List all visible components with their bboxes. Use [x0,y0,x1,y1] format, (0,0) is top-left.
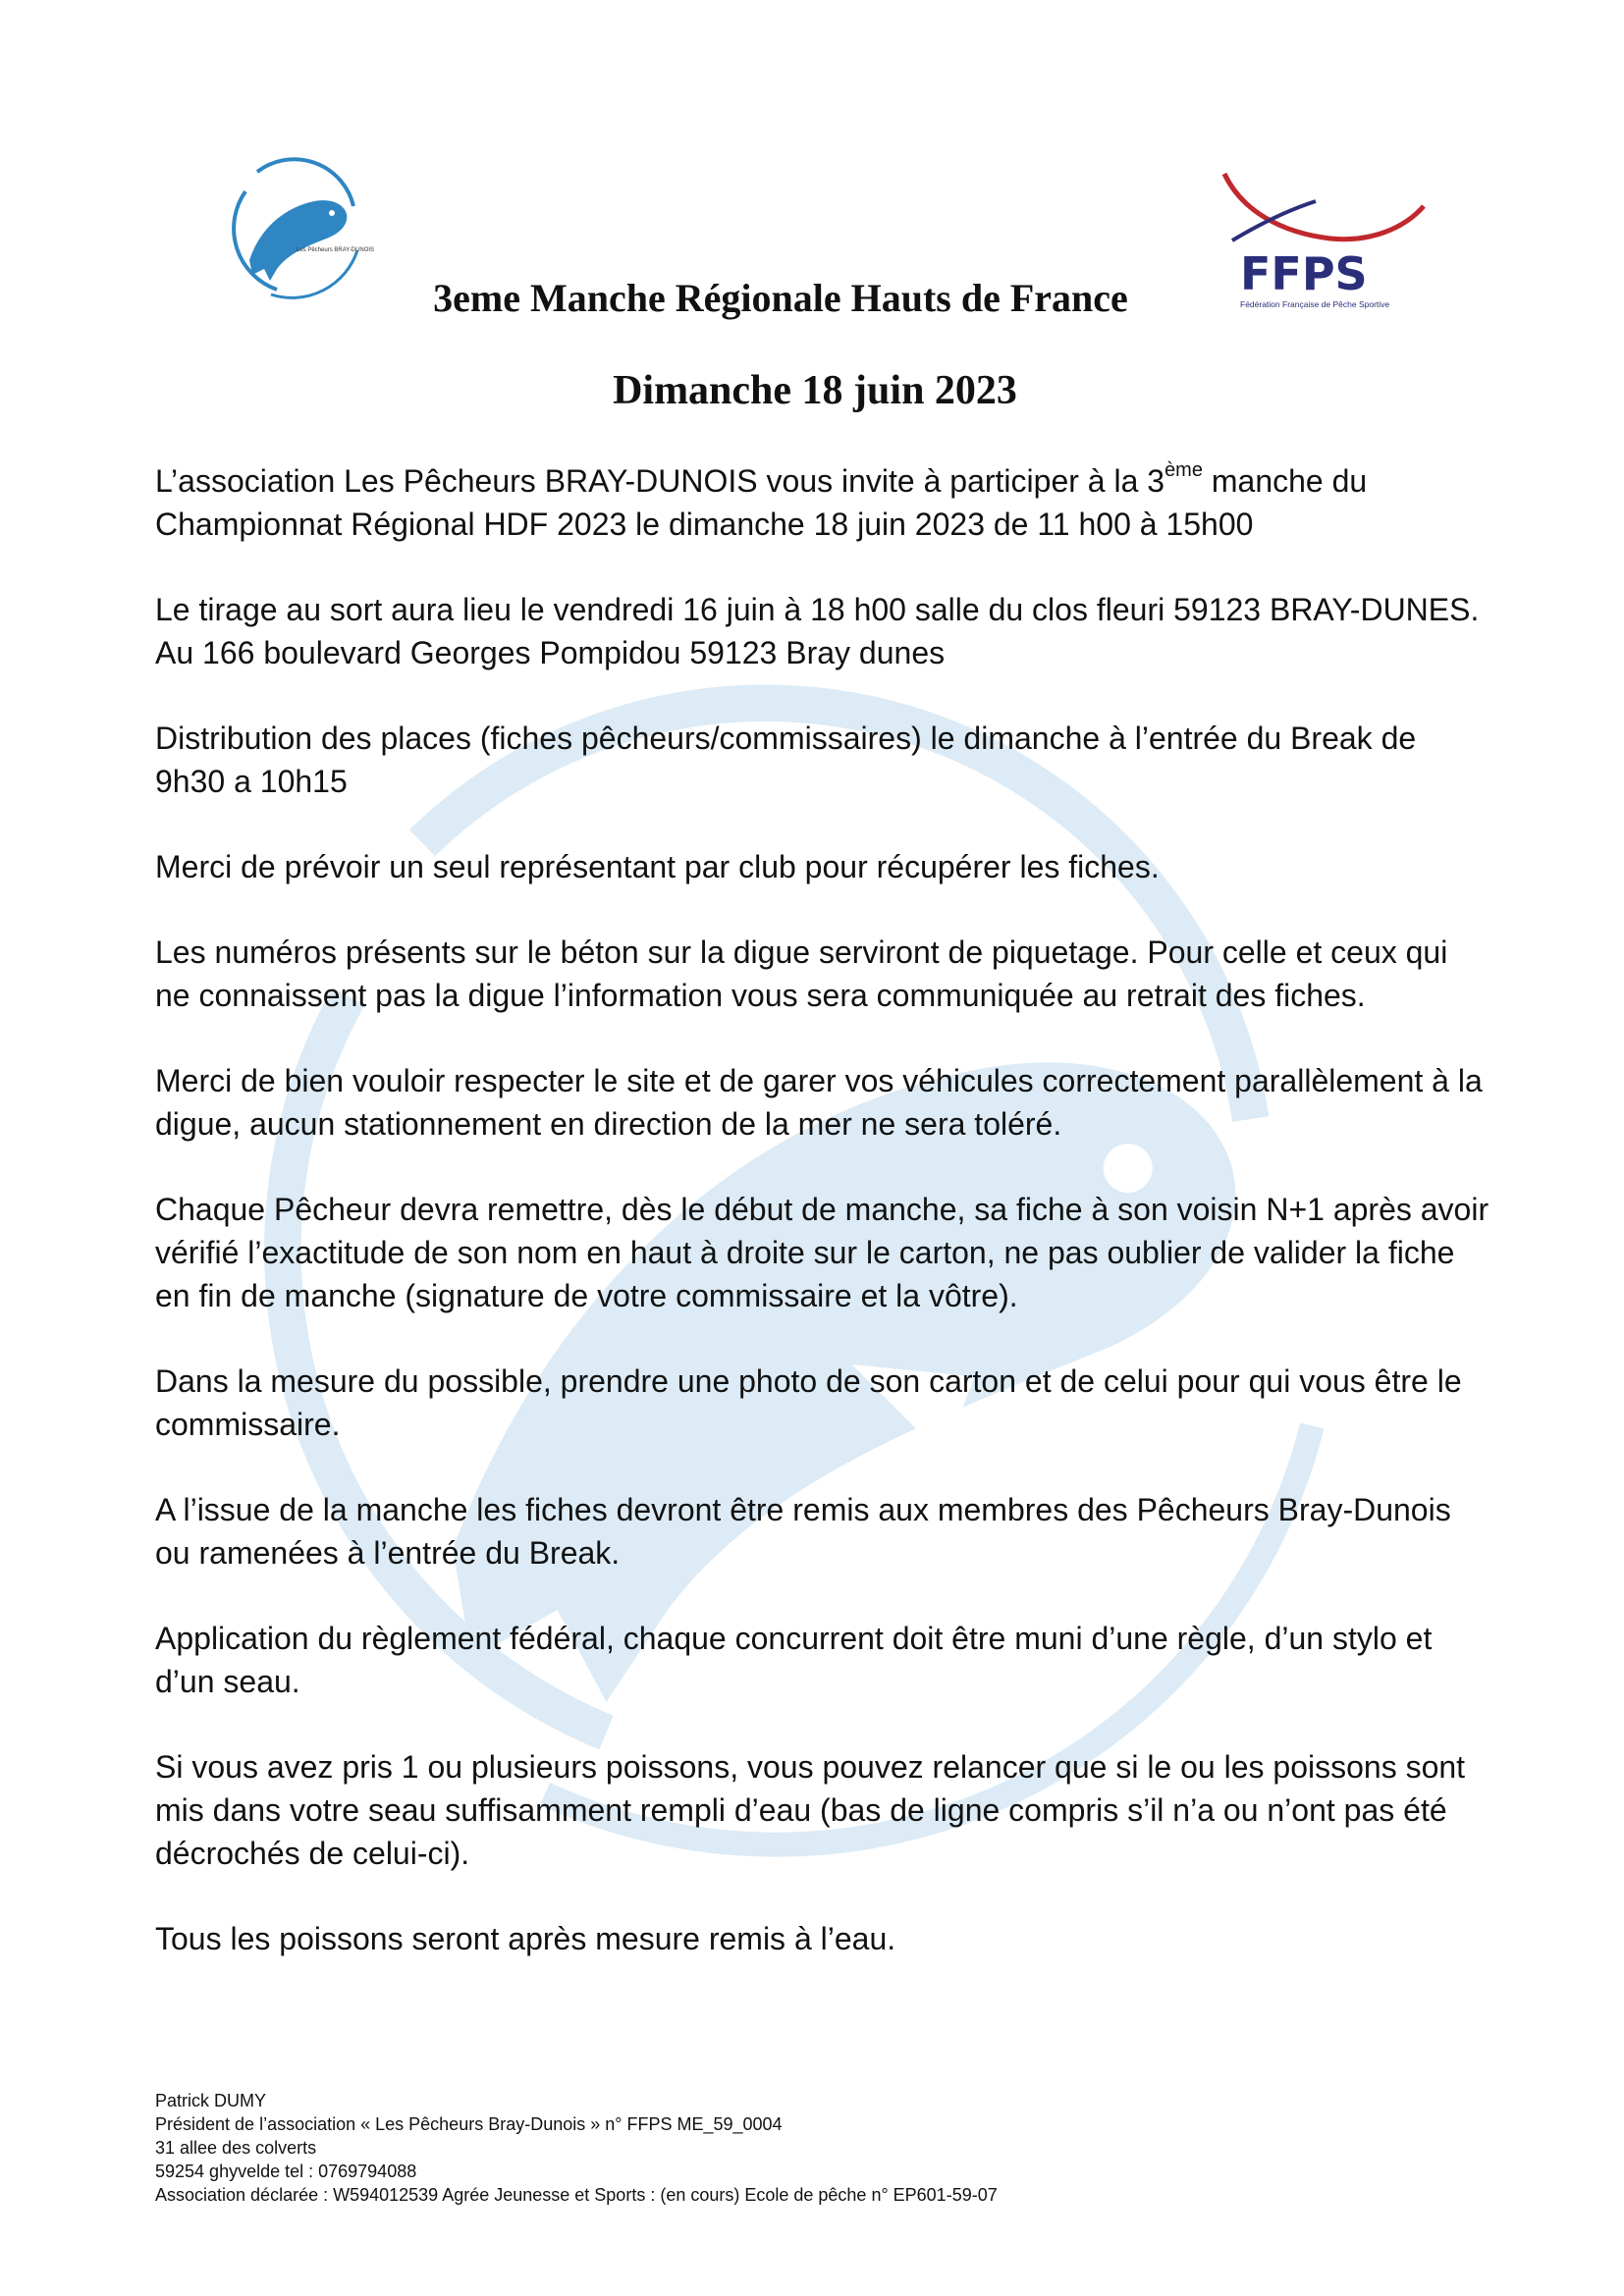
paragraph-representative: Merci de prévoir un seul représentant par club pour récupérer les fiches. [155,849,1160,884]
paragraph-release: Tous les poissons seront après mesure remis à l’eau. [155,1921,896,1956]
paragraph-numbers: Les numéros présents sur le béton sur la digue serviront de piquetage. Pour celle et ceux qui ne connaissent pas la digue l’information vous sera communiquée au retrait des fiches. [155,934,1448,1013]
paragraph-distribution: Distribution des places (fiches pêcheurs/commissaires) le dimanche à l’entrée du Break de 9h30 a 10h15 [155,721,1417,799]
page-title: 3eme Manche Régionale Hauts de France [433,276,1128,320]
paragraph-photo: Dans la mesure du possible, prendre une photo de son carton et de celui pour qui vous être le commissaire. [155,1363,1462,1442]
footer-registration: Association déclarée : W594012539 Agrée Jeunesse et Sports : (en cours) Ecole de pêche n° EP601-59-07 [155,2185,998,2205]
footer-city-phone: 59254 ghyvelde tel : 0769794088 [155,2162,417,2181]
logo-left-text: Les Pêcheurs BRAY-DUNOIS [297,247,375,253]
date-heading: Dimanche 18 juin 2023 [613,368,1017,413]
paragraph-draw: Le tirage au sort aura lieu le vendredi 16 juin à 18 h00 salle du clos fleuri 59123 BRAY-DUNES. Au 166 boulevard Georges Pompidou 59123 Bray dunes [155,592,1480,670]
footer-signature [155,2089,1432,2207]
paragraph-invitation-after: manche du Championnat Régional HDF 2023 le dimanche 18 juin 2023 de 11 h00 à 15h00 [155,463,1368,542]
paragraph-fish-relaunch: Si vous avez pris 1 ou plusieurs poissons, vous pouvez relancer que si le ou les poissons sont mis dans votre seau suffisamment rempli d’eau (bas de ligne compris s’il n’a ou n’ont pas été décrochés de celui-ci). [155,1749,1466,1871]
paragraph-card-exchange: Chaque Pêcheur devra remettre, dès le début de manche, sa fiche à son voisin N+1 après avoir vérifié l’exactitude de son nom en haut à droite sur le carton, ne pas oublier de valider la fiche en fin de manche (signature de votre commissaire et la vôtre). [155,1192,1489,1313]
paragraph-invitation [155,459,1490,546]
paragraph-rules: Application du règlement fédéral, chaque concurrent doit être muni d’une règle, d’un stylo et d’un seau. [155,1621,1433,1699]
footer-address: 31 allee des colverts [155,2138,317,2158]
paragraph-return-cards: A l’issue de la manche les fiches devront être remis aux membres des Pêcheurs Bray-Dunois ou ramenées à l’entrée du Break. [155,1492,1451,1571]
paragraph-parking: Merci de bien vouloir respecter le site et de garer vos véhicules correctement parallèlement à la digue, aucun stationnement en direction de la mer ne sera toléré. [155,1063,1483,1142]
ffps-acronym: FFPS [1240,247,1368,300]
ffps-subtitle: Fédération Française de Pêche Sportive [1240,299,1390,309]
paragraph-invitation-before: L’association Les Pêcheurs BRAY-DUNOIS vous invite à participer à la 3 [155,463,1165,499]
footer-name: Patrick DUMY [155,2091,267,2110]
footer-role: Président de l’association « Les Pêcheurs Bray-Dunois » n° FFPS ME_59_0004 [155,2114,783,2134]
ordinal-superscript: ème [1164,459,1203,481]
body-content [155,459,1490,2002]
